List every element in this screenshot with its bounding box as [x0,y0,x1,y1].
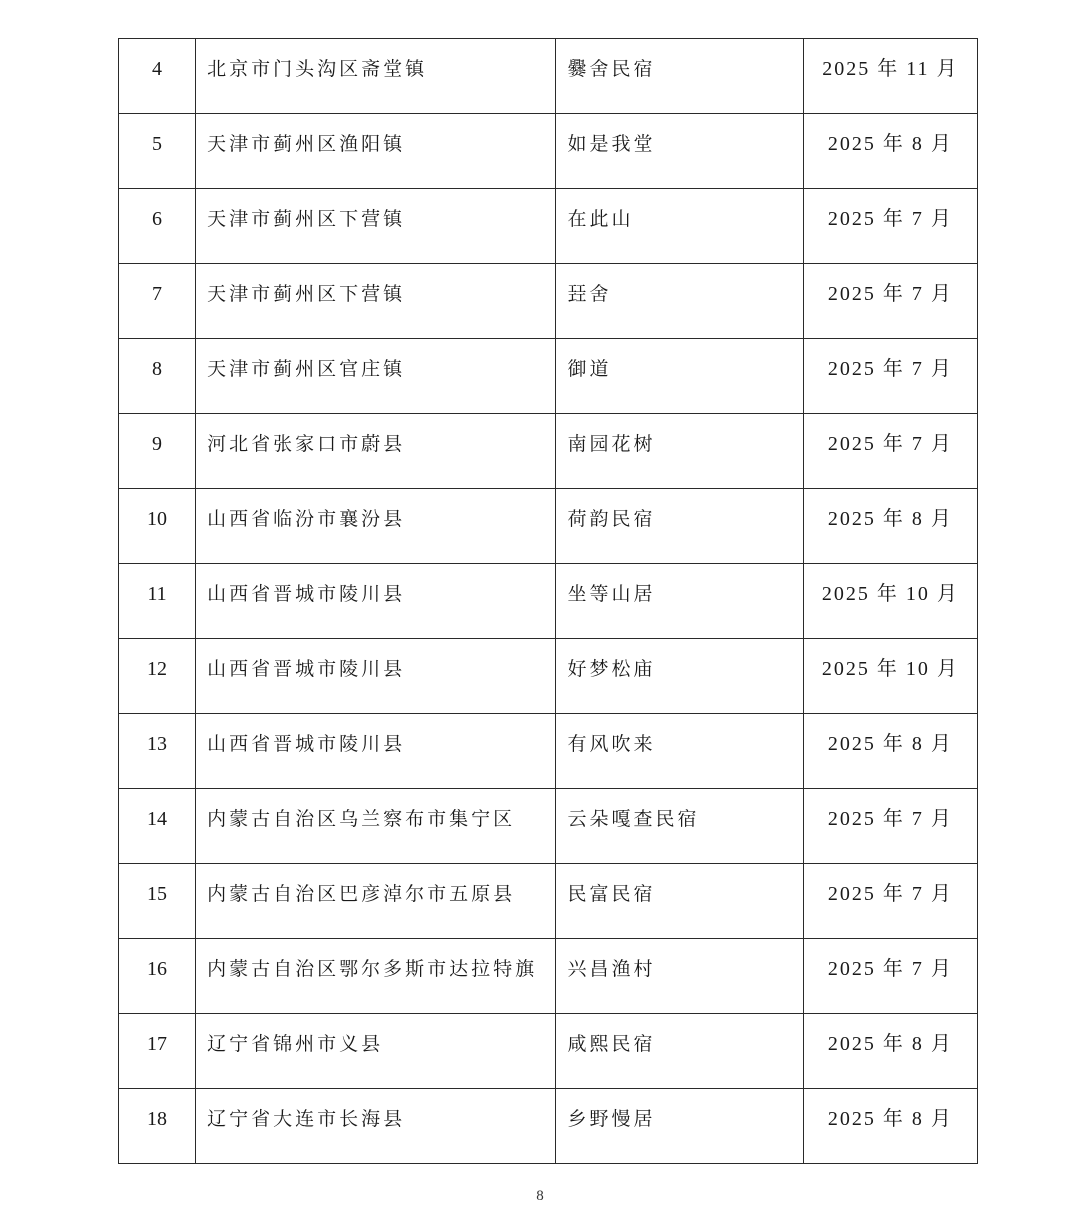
date-cell [803,189,977,264]
date-cell-text: 2025 年 7 月 [827,433,953,455]
date-cell [803,714,977,789]
row-number-text: 5 [152,133,163,155]
row-number [119,114,196,189]
date-cell [803,114,977,189]
location-cell [196,414,556,489]
homestay-name-cell-text: 御道 [567,358,612,380]
homestay-name-cell [556,39,803,114]
row-number-text: 4 [152,58,163,80]
homestay-name-cell-text: 如是我堂 [567,133,656,155]
table-row [119,339,978,414]
table-row [119,639,978,714]
row-number [119,564,196,639]
date-cell-text: 2025 年 7 月 [827,208,953,230]
location-cell-text: 河北省张家口市蔚县 [207,433,406,455]
location-cell [196,789,556,864]
table-row [119,864,978,939]
location-cell [196,114,556,189]
location-cell [196,564,556,639]
location-cell [196,639,556,714]
location-cell [196,1014,556,1089]
date-cell [803,489,977,564]
location-cell-text: 山西省晋城市陵川县 [207,583,406,605]
homestay-name-cell-text: 㠭舍 [567,283,612,305]
table-row [119,1014,978,1089]
row-number-text: 15 [147,883,168,905]
table-row [119,1089,978,1164]
date-cell-text: 2025 年 7 月 [827,808,953,830]
homestay-name-cell [556,564,803,639]
page-number: 8 [536,1188,544,1204]
date-cell [803,264,977,339]
homestay-name-cell [556,414,803,489]
location-cell [196,339,556,414]
table-body [119,39,978,1164]
date-cell-text: 2025 年 7 月 [827,883,953,905]
date-cell [803,1014,977,1089]
row-number-text: 16 [147,958,168,980]
table-row [119,189,978,264]
date-cell-text: 2025 年 8 月 [827,133,953,155]
date-cell-text: 2025 年 10 月 [821,658,959,680]
location-cell-text: 辽宁省大连市长海县 [207,1108,406,1130]
row-number-text: 17 [147,1033,168,1055]
row-number [119,864,196,939]
location-cell [196,39,556,114]
location-cell-text: 内蒙古自治区巴彦淖尔市五原县 [207,883,516,905]
homestay-name-cell [556,789,803,864]
table-row [119,939,978,1014]
table-row [119,789,978,864]
table-row [119,114,978,189]
row-number-text: 14 [147,808,168,830]
date-cell [803,639,977,714]
date-cell-text: 2025 年 7 月 [827,283,953,305]
row-number [119,789,196,864]
homestay-name-cell [556,639,803,714]
table-row [119,264,978,339]
location-cell [196,939,556,1014]
row-number [119,339,196,414]
row-number [119,639,196,714]
date-cell [803,864,977,939]
homestay-name-cell-text: 在此山 [567,208,634,230]
row-number-text: 7 [152,283,163,305]
row-number [119,939,196,1014]
date-cell-text: 2025 年 10 月 [821,583,959,605]
location-cell [196,714,556,789]
homestay-name-cell [556,864,803,939]
date-cell-text: 2025 年 8 月 [827,508,953,530]
row-number-text: 8 [152,358,163,380]
homestay-name-cell [556,939,803,1014]
row-number [119,714,196,789]
date-cell [803,789,977,864]
row-number-text: 6 [152,208,163,230]
location-cell-text: 天津市蓟州区下营镇 [207,283,406,305]
table-row [119,714,978,789]
homestay-name-cell-text: 乡野慢居 [567,1108,656,1130]
location-cell-text: 内蒙古自治区乌兰察布市集宁区 [207,808,516,830]
date-cell-text: 2025 年 8 月 [827,733,953,755]
homestay-name-cell-text: 南园花树 [567,433,656,455]
location-cell [196,489,556,564]
date-cell-text: 2025 年 7 月 [827,358,953,380]
date-cell [803,939,977,1014]
location-cell-text: 天津市蓟州区官庄镇 [207,358,406,380]
homestay-name-cell [556,1014,803,1089]
homestay-name-cell-text: 好梦松庙 [567,658,656,680]
date-cell [803,414,977,489]
homestay-name-cell [556,489,803,564]
date-cell [803,564,977,639]
row-number-text: 12 [147,658,168,680]
homestay-name-cell [556,189,803,264]
row-number [119,1014,196,1089]
location-cell [196,864,556,939]
row-number-text: 13 [147,733,168,755]
location-cell-text: 北京市门头沟区斋堂镇 [207,58,428,80]
date-cell [803,339,977,414]
date-cell [803,39,977,114]
date-cell [803,1089,977,1164]
location-cell-text: 内蒙古自治区鄂尔多斯市达拉特旗 [207,958,538,980]
table-row [119,414,978,489]
location-cell-text: 天津市蓟州区下营镇 [207,208,406,230]
homestay-name-cell-text: 爨舍民宿 [567,58,656,80]
location-cell-text: 辽宁省锦州市义县 [207,1033,384,1055]
table-row [119,564,978,639]
homestay-name-cell-text: 坐等山居 [567,583,656,605]
location-cell [196,189,556,264]
row-number-text: 18 [147,1108,168,1130]
date-cell-text: 2025 年 8 月 [827,1108,953,1130]
row-number [119,39,196,114]
homestay-name-cell [556,264,803,339]
homestay-name-cell [556,339,803,414]
homestay-name-cell-text: 咸熙民宿 [567,1033,656,1055]
row-number [119,1089,196,1164]
row-number-text: 11 [147,583,167,605]
date-cell-text: 2025 年 7 月 [827,958,953,980]
homestay-name-cell [556,714,803,789]
table-row [119,39,978,114]
row-number-text: 10 [147,508,168,530]
homestay-name-cell-text: 荷韵民宿 [567,508,656,530]
row-number [119,264,196,339]
date-cell-text: 2025 年 11 月 [822,58,959,80]
location-cell-text: 山西省晋城市陵川县 [207,658,406,680]
date-cell-text: 2025 年 8 月 [827,1033,953,1055]
location-cell-text: 山西省临汾市襄汾县 [207,508,406,530]
row-number [119,414,196,489]
row-number-text: 9 [152,433,163,455]
location-cell [196,1089,556,1164]
homestay-name-cell [556,1089,803,1164]
table-row [119,489,978,564]
location-cell-text: 山西省晋城市陵川县 [207,733,406,755]
location-cell [196,264,556,339]
homestay-name-cell-text: 兴昌渔村 [567,958,656,980]
row-number [119,489,196,564]
homestay-name-cell [556,114,803,189]
row-number [119,189,196,264]
homestay-list-table [118,38,978,1164]
homestay-name-cell-text: 民富民宿 [567,883,656,905]
location-cell-text: 天津市蓟州区渔阳镇 [207,133,406,155]
homestay-name-cell-text: 有风吹来 [567,733,656,755]
homestay-name-cell-text: 云朵嘎查民宿 [567,808,700,830]
